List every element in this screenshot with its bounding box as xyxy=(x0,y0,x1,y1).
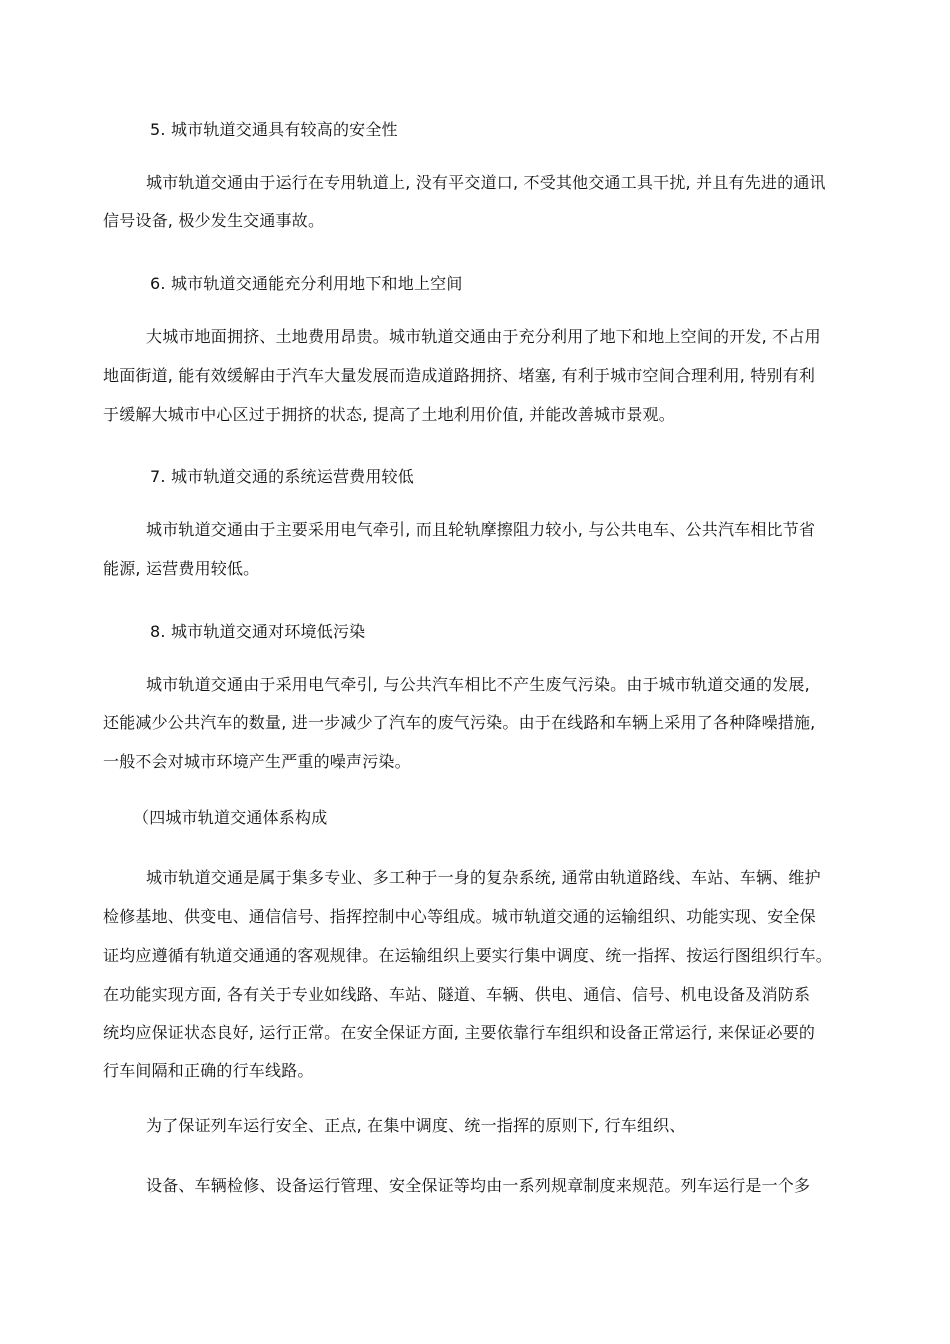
para-8-line-3: 一般不会对城市环境产生严重的噪声污染。 xyxy=(103,752,411,771)
para-4-line-3: 证均应遵循有轨道交通通的客观规律。在运输组织上要实行集中调度、统一指挥、按运行图组织行车。 xyxy=(103,946,833,965)
para-5-line-1: 城市轨道交通由于运行在专用轨道上, 没有平交道口, 不受其他交通工具干扰, 并且有先进的通讯 xyxy=(146,173,826,192)
para-8-line-1: 城市轨道交通由于采用电气牵引, 与公共汽车相比不产生废气污染。由于城市轨道交通的发展, xyxy=(146,675,810,694)
heading-4: （四城市轨道交通体系构成 xyxy=(133,808,328,827)
para-5-line-2: 信号设备, 极少发生交通事故。 xyxy=(103,211,325,230)
para-4-line-1: 城市轨道交通是属于集多专业、多工种于一身的复杂系统, 通常由轨道路线、车站、车辆、维护 xyxy=(146,868,821,887)
para-last-line-1: 为了保证列车运行安全、正点, 在集中调度、统一指挥的原则下, 行车组织、 xyxy=(146,1116,686,1135)
para-4-line-2: 检修基地、供变电、通信信号、指挥控制中心等组成。城市轨道交通的运输组织、功能实现、安全保 xyxy=(103,907,816,926)
para-8-line-2: 还能减少公共汽车的数量, 进一步减少了汽车的废气污染。由于在线路和车辆上采用了各种降噪措施, xyxy=(103,713,816,732)
heading-6: 6. 城市轨道交通能充分利用地下和地上空间 xyxy=(150,274,463,293)
para-4-line-6: 行车间隔和正确的行车线路。 xyxy=(103,1061,314,1080)
para-4-line-5: 统均应保证状态良好, 运行正常。在安全保证方面, 主要依靠行车组织和设备正常运行, 来保证必要的 xyxy=(103,1023,816,1042)
heading-5: 5. 城市轨道交通具有较高的安全性 xyxy=(150,120,398,139)
para-7-line-1: 城市轨道交通由于主要采用电气牵引, 而且轮轨摩擦阻力较小, 与公共电车、公共汽车相比节省 xyxy=(146,520,816,539)
para-last-line-2: 设备、车辆检修、设备运行管理、安全保证等均由一系列规章制度来规范。列车运行是一个多 xyxy=(146,1176,811,1195)
para-6-line-1: 大城市地面拥挤、土地费用昂贵。城市轨道交通由于充分利用了地下和地上空间的开发, 不占用 xyxy=(146,327,821,346)
para-4-line-4: 在功能实现方面, 各有关于专业如线路、车站、隧道、车辆、供电、通信、信号、机电设备及消防系 xyxy=(103,985,811,1004)
para-7-line-2: 能源, 运营费用较低。 xyxy=(103,559,260,578)
para-6-line-2: 地面街道, 能有效缓解由于汽车大量发展而造成道路拥挤、堵塞, 有利于城市空间合理利用, 特别有利 xyxy=(103,366,816,385)
heading-8: 8. 城市轨道交通对环境低污染 xyxy=(150,622,366,641)
heading-7: 7. 城市轨道交通的系统运营费用较低 xyxy=(150,467,414,486)
para-6-line-3: 于缓解大城市中心区过于拥挤的状态, 提高了土地利用价值, 并能改善城市景观。 xyxy=(103,405,675,424)
